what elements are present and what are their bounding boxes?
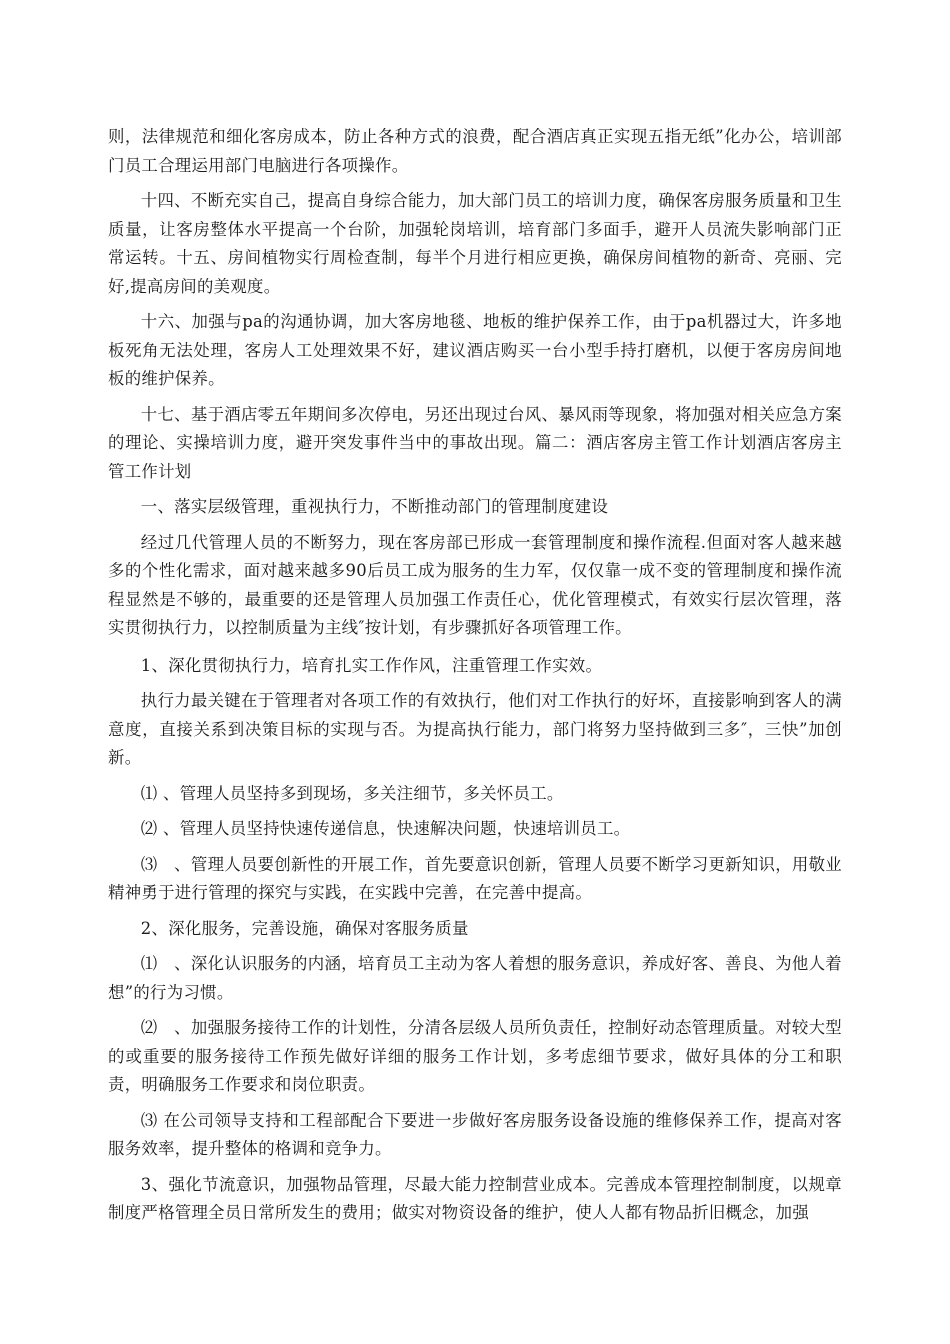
paragraph: 十六、加强与pa的沟通协调，加大客房地毯、地板的维护保养工作，由于pa机器过大，许多地板死角无法处理，客房人工处理效果不好，建议酒店购买一台小型手持打磨机，以便于客房房间地板的维护保养。 xyxy=(108,312,842,388)
document-body xyxy=(108,123,842,1228)
paragraph: 经过几代管理人员的不断努力，现在客房部已形成一套管理制度和操作流程.但面对客人越来越多的个性化需求，面对越来越多90后员工成为服务的生力军，仅仅靠一成不变的管理制度和操作流程显然是不够的，最重要的还是管理人员加强工作责任心，优化管理模式，有效实行层次管理，落实贯彻执行力，以控制质量为主线″按计划，有步骤抓好各项管理工作。 xyxy=(108,532,842,637)
list-item: ⑵ 、加强服务接待工作的计划性，分清各层级人员所负责任，控制好动态管理质量。对较大型的或重要的服务接待工作预先做好详细的服务工作计划，多考虑细节要求，做好具体的分工和职责，明确服务工作要求和岗位职责。 xyxy=(108,1018,842,1094)
paragraph: 十四、不断充实自己，提高自身综合能力，加大部门员工的培训力度，确保客房服务质量和卫生质量，让客房整体水平提高一个台阶，加强轮岗培训，培育部门多面手，避开人员流失影响部门正常运转。十五、房间植物实行周检查制，每半个月进行相应更换，确保房间植物的新奇、亮丽、完好,提高房间的美观度。 xyxy=(108,191,842,296)
paragraph: 3、强化节流意识，加强物品管理，尽最大能力控制营业成本。完善成本管理控制制度，以规章制度严格管理全员日常所发生的费用；做实对物资设备的维护，使人人都有物品折旧概念，加强 xyxy=(108,1174,842,1222)
paragraph: 则，法律规范和细化客房成本，防止各种方式的浪费，配合酒店真正实现五指无纸”化办公，培训部门员工合理运用部门电脑进行各项操作。 xyxy=(108,127,842,175)
paragraph: 执行力最关键在于管理者对各项工作的有效执行，他们对工作执行的好坏，直接影响到客人的满意度，直接关系到决策目标的实现与否。为提高执行能力，部门将努力坚持做到三多″，三快”加创新。 xyxy=(108,691,842,767)
list-item: ⑴ 、深化认识服务的内涵，培育员工主动为客人着想的服务意识，养成好客、善良、为他人着想”的行为习惯。 xyxy=(108,954,842,1002)
list-item: ⑶ 、管理人员要创新性的开展工作，首先要意识创新，管理人员要不断学习更新知识，用敬业精神勇于进行管理的探究与实践，在实践中完善，在完善中提高。 xyxy=(108,854,842,902)
list-item: ⑵ 、管理人员坚持快速传递信息，快速解决问题，快速培训员工。 xyxy=(140,819,631,838)
list-item: ⑶ 在公司领导支持和工程部配合下要进一步做好客房服务设备设施的维修保养工作，提高对客服务效率，提升整体的格调和竞争力。 xyxy=(108,1110,842,1158)
list-item: ⑴ 、管理人员坚持多到现场，多关注细节，多关怀员工。 xyxy=(140,783,564,803)
section-heading: 一、落实层级管理，重视执行力，不断推动部门的管理制度建设 xyxy=(140,497,609,516)
subsection-heading: 2、深化服务，完善设施，确保对客服务质量 xyxy=(140,918,469,938)
paragraph: 十七、基于酒店零五年期间多次停电，另还出现过台风、暴风雨等现象，将加强对相关应急方案的理论、实操培训力度，避开突发事件当中的事故出现。篇二：酒店客房主管工作计划酒店客房主管工作计划 xyxy=(108,404,842,481)
subsection-heading: 1、深化贯彻执行力，培育扎实工作作风，注重管理工作实效。 xyxy=(140,655,603,675)
